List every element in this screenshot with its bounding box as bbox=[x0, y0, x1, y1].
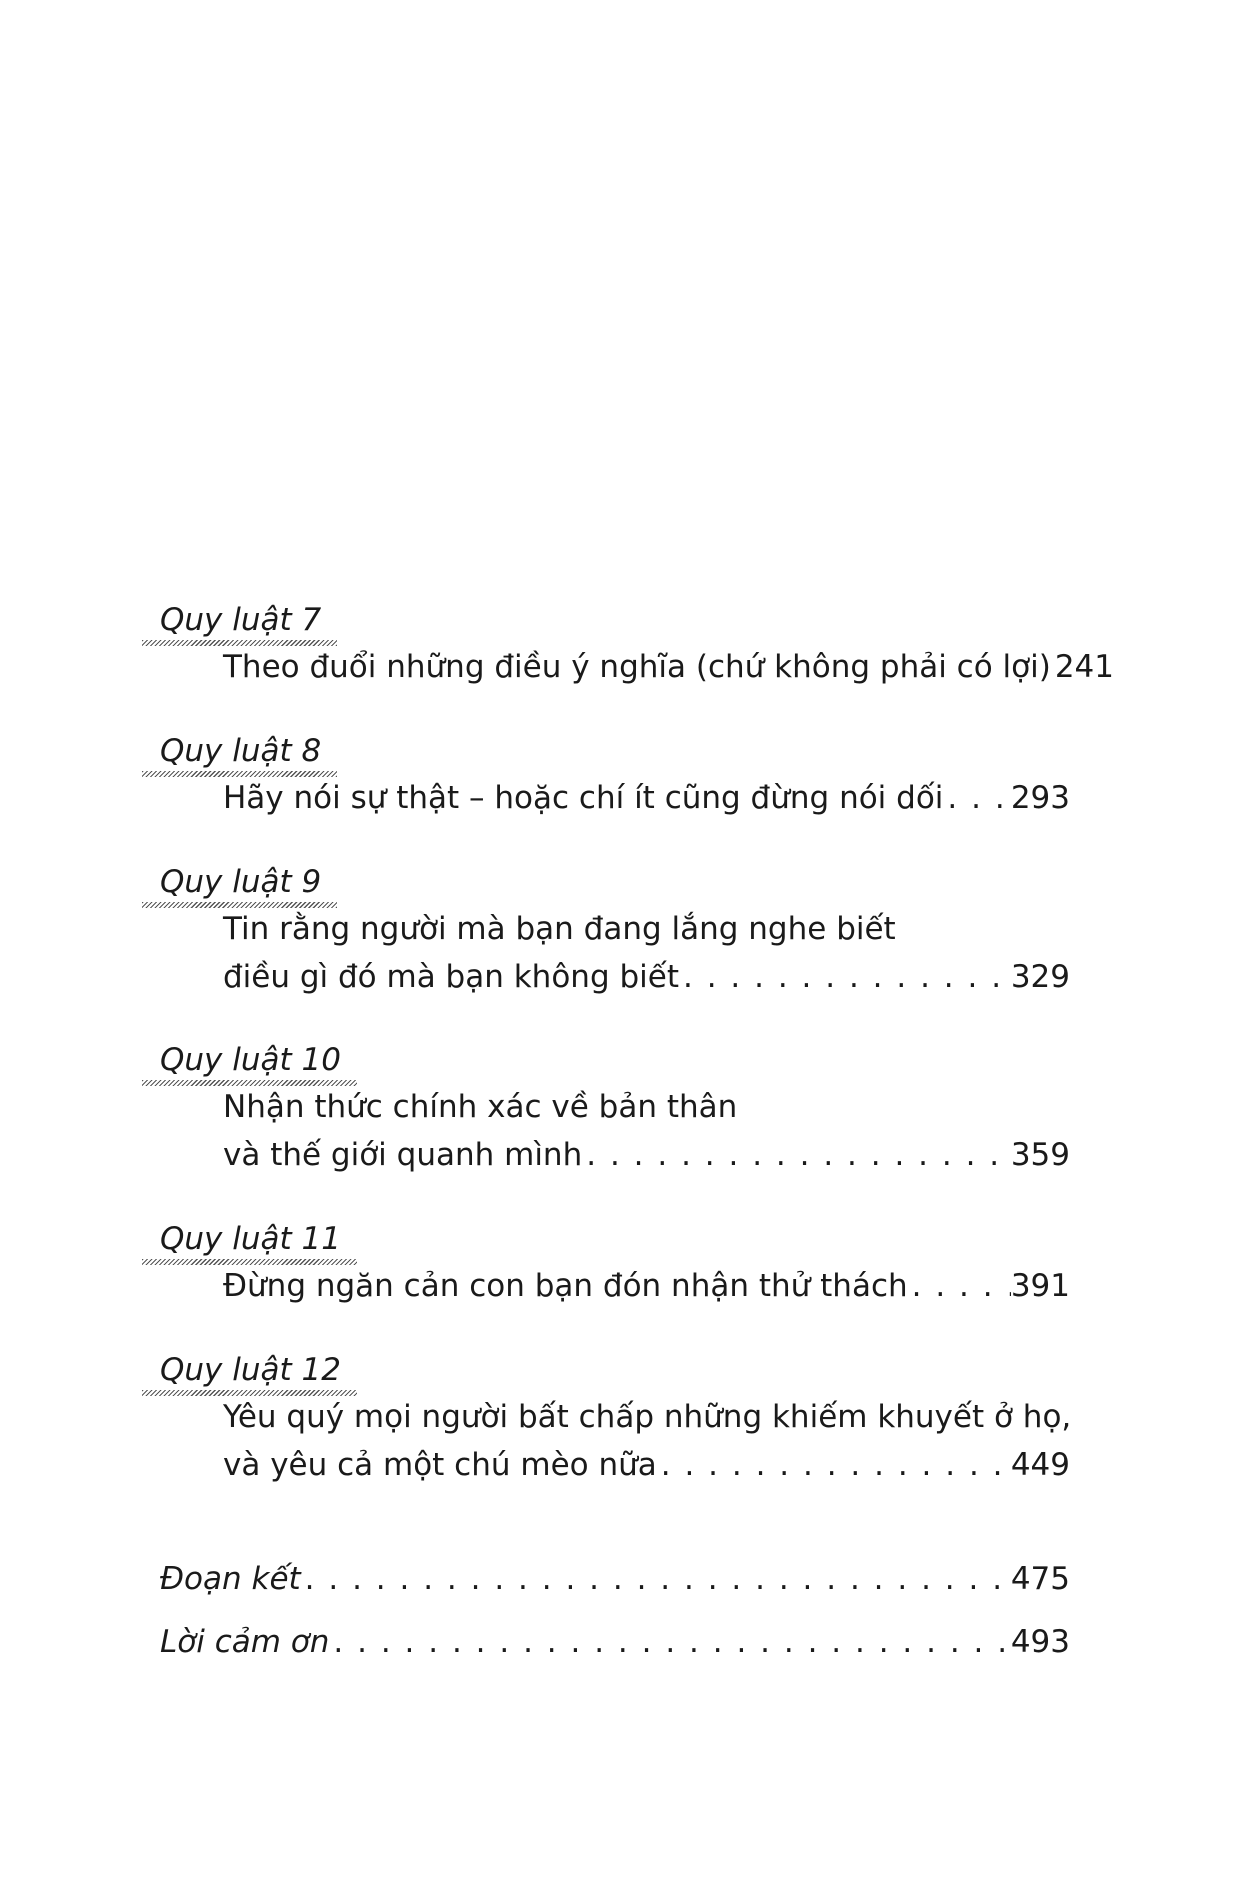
toc-entry-line bbox=[223, 643, 1114, 691]
toc-entry-line bbox=[223, 1083, 1070, 1131]
toc-entry-line bbox=[223, 774, 1070, 822]
dot-leader bbox=[947, 774, 1010, 822]
toc-entry-acknowledgements[interactable] bbox=[160, 1618, 1070, 1666]
entry-title: Theo đuổi những điều ý nghĩa (chứ không phải có lợi) bbox=[223, 649, 1051, 685]
entry-title-cont: và yêu cả một chú mèo nữa bbox=[223, 1447, 657, 1483]
dot-leader bbox=[661, 1441, 1011, 1489]
page-number: 241 bbox=[1054, 649, 1114, 685]
page-number: 359 bbox=[1010, 1137, 1070, 1173]
toc-section-rule-11 bbox=[160, 1219, 357, 1263]
entry-title: Đoạn kết bbox=[160, 1561, 301, 1597]
toc-entry-line bbox=[223, 905, 1070, 953]
dot-leader bbox=[912, 1262, 1011, 1310]
toc-entry-line bbox=[223, 1441, 1070, 1489]
rule-label: Quy luật 7 bbox=[160, 600, 337, 644]
toc-section-rule-7 bbox=[160, 600, 337, 644]
toc-entry-line bbox=[223, 1262, 1070, 1310]
toc-entry-line bbox=[223, 953, 1070, 1001]
entry-title: Nhận thức chính xác về bản thân bbox=[223, 1089, 738, 1125]
page-number: 391 bbox=[1010, 1268, 1070, 1304]
toc-entry-rule-9[interactable] bbox=[223, 905, 1070, 1001]
toc-entry-rule-12[interactable] bbox=[223, 1393, 1070, 1489]
rule-label: Quy luật 10 bbox=[160, 1040, 357, 1084]
entry-title: Tin rằng người mà bạn đang lắng nghe biết bbox=[223, 911, 896, 947]
entry-title-cont: và thế giới quanh mình bbox=[223, 1137, 583, 1173]
entry-title: Lời cảm ơn bbox=[160, 1624, 330, 1660]
page-number: 293 bbox=[1010, 780, 1070, 816]
rule-label: Quy luật 12 bbox=[160, 1350, 357, 1394]
toc-section-rule-10 bbox=[160, 1040, 357, 1084]
toc-section-rule-9 bbox=[160, 862, 337, 906]
page-number: 493 bbox=[1010, 1624, 1070, 1660]
page-number: 449 bbox=[1010, 1447, 1070, 1483]
toc-entry-line bbox=[223, 1131, 1070, 1179]
page-number: 475 bbox=[1010, 1561, 1070, 1597]
toc-section-rule-8 bbox=[160, 731, 337, 775]
rule-label: Quy luật 11 bbox=[160, 1219, 357, 1263]
toc-entry-epilogue[interactable] bbox=[160, 1555, 1070, 1603]
dot-leader bbox=[586, 1131, 1011, 1179]
dot-leader bbox=[333, 1618, 1010, 1666]
toc-section-rule-12 bbox=[160, 1350, 357, 1394]
rule-label: Quy luật 8 bbox=[160, 731, 337, 775]
page-number: 329 bbox=[1010, 959, 1070, 995]
toc-entry-line bbox=[160, 1618, 1070, 1666]
toc-entry-rule-11[interactable] bbox=[223, 1262, 1070, 1310]
entry-title: Yêu quý mọi người bất chấp những khiếm khuyết ở họ, bbox=[223, 1399, 1072, 1435]
toc-entry-rule-8[interactable] bbox=[223, 774, 1070, 822]
dot-leader bbox=[305, 1555, 1011, 1603]
toc-entry-rule-10[interactable] bbox=[223, 1083, 1070, 1179]
entry-title: Hãy nói sự thật – hoặc chí ít cũng đừng nói dối bbox=[223, 780, 944, 816]
toc-entry-line bbox=[223, 1393, 1070, 1441]
entry-title-cont: điều gì đó mà bạn không biết bbox=[223, 959, 679, 995]
entry-title: Đừng ngăn cản con bạn đón nhận thử thách bbox=[223, 1268, 908, 1304]
dot-leader bbox=[683, 953, 1011, 1001]
toc-entry-line bbox=[160, 1555, 1070, 1603]
rule-label: Quy luật 9 bbox=[160, 862, 337, 906]
toc-entry-rule-7[interactable] bbox=[223, 643, 1114, 691]
